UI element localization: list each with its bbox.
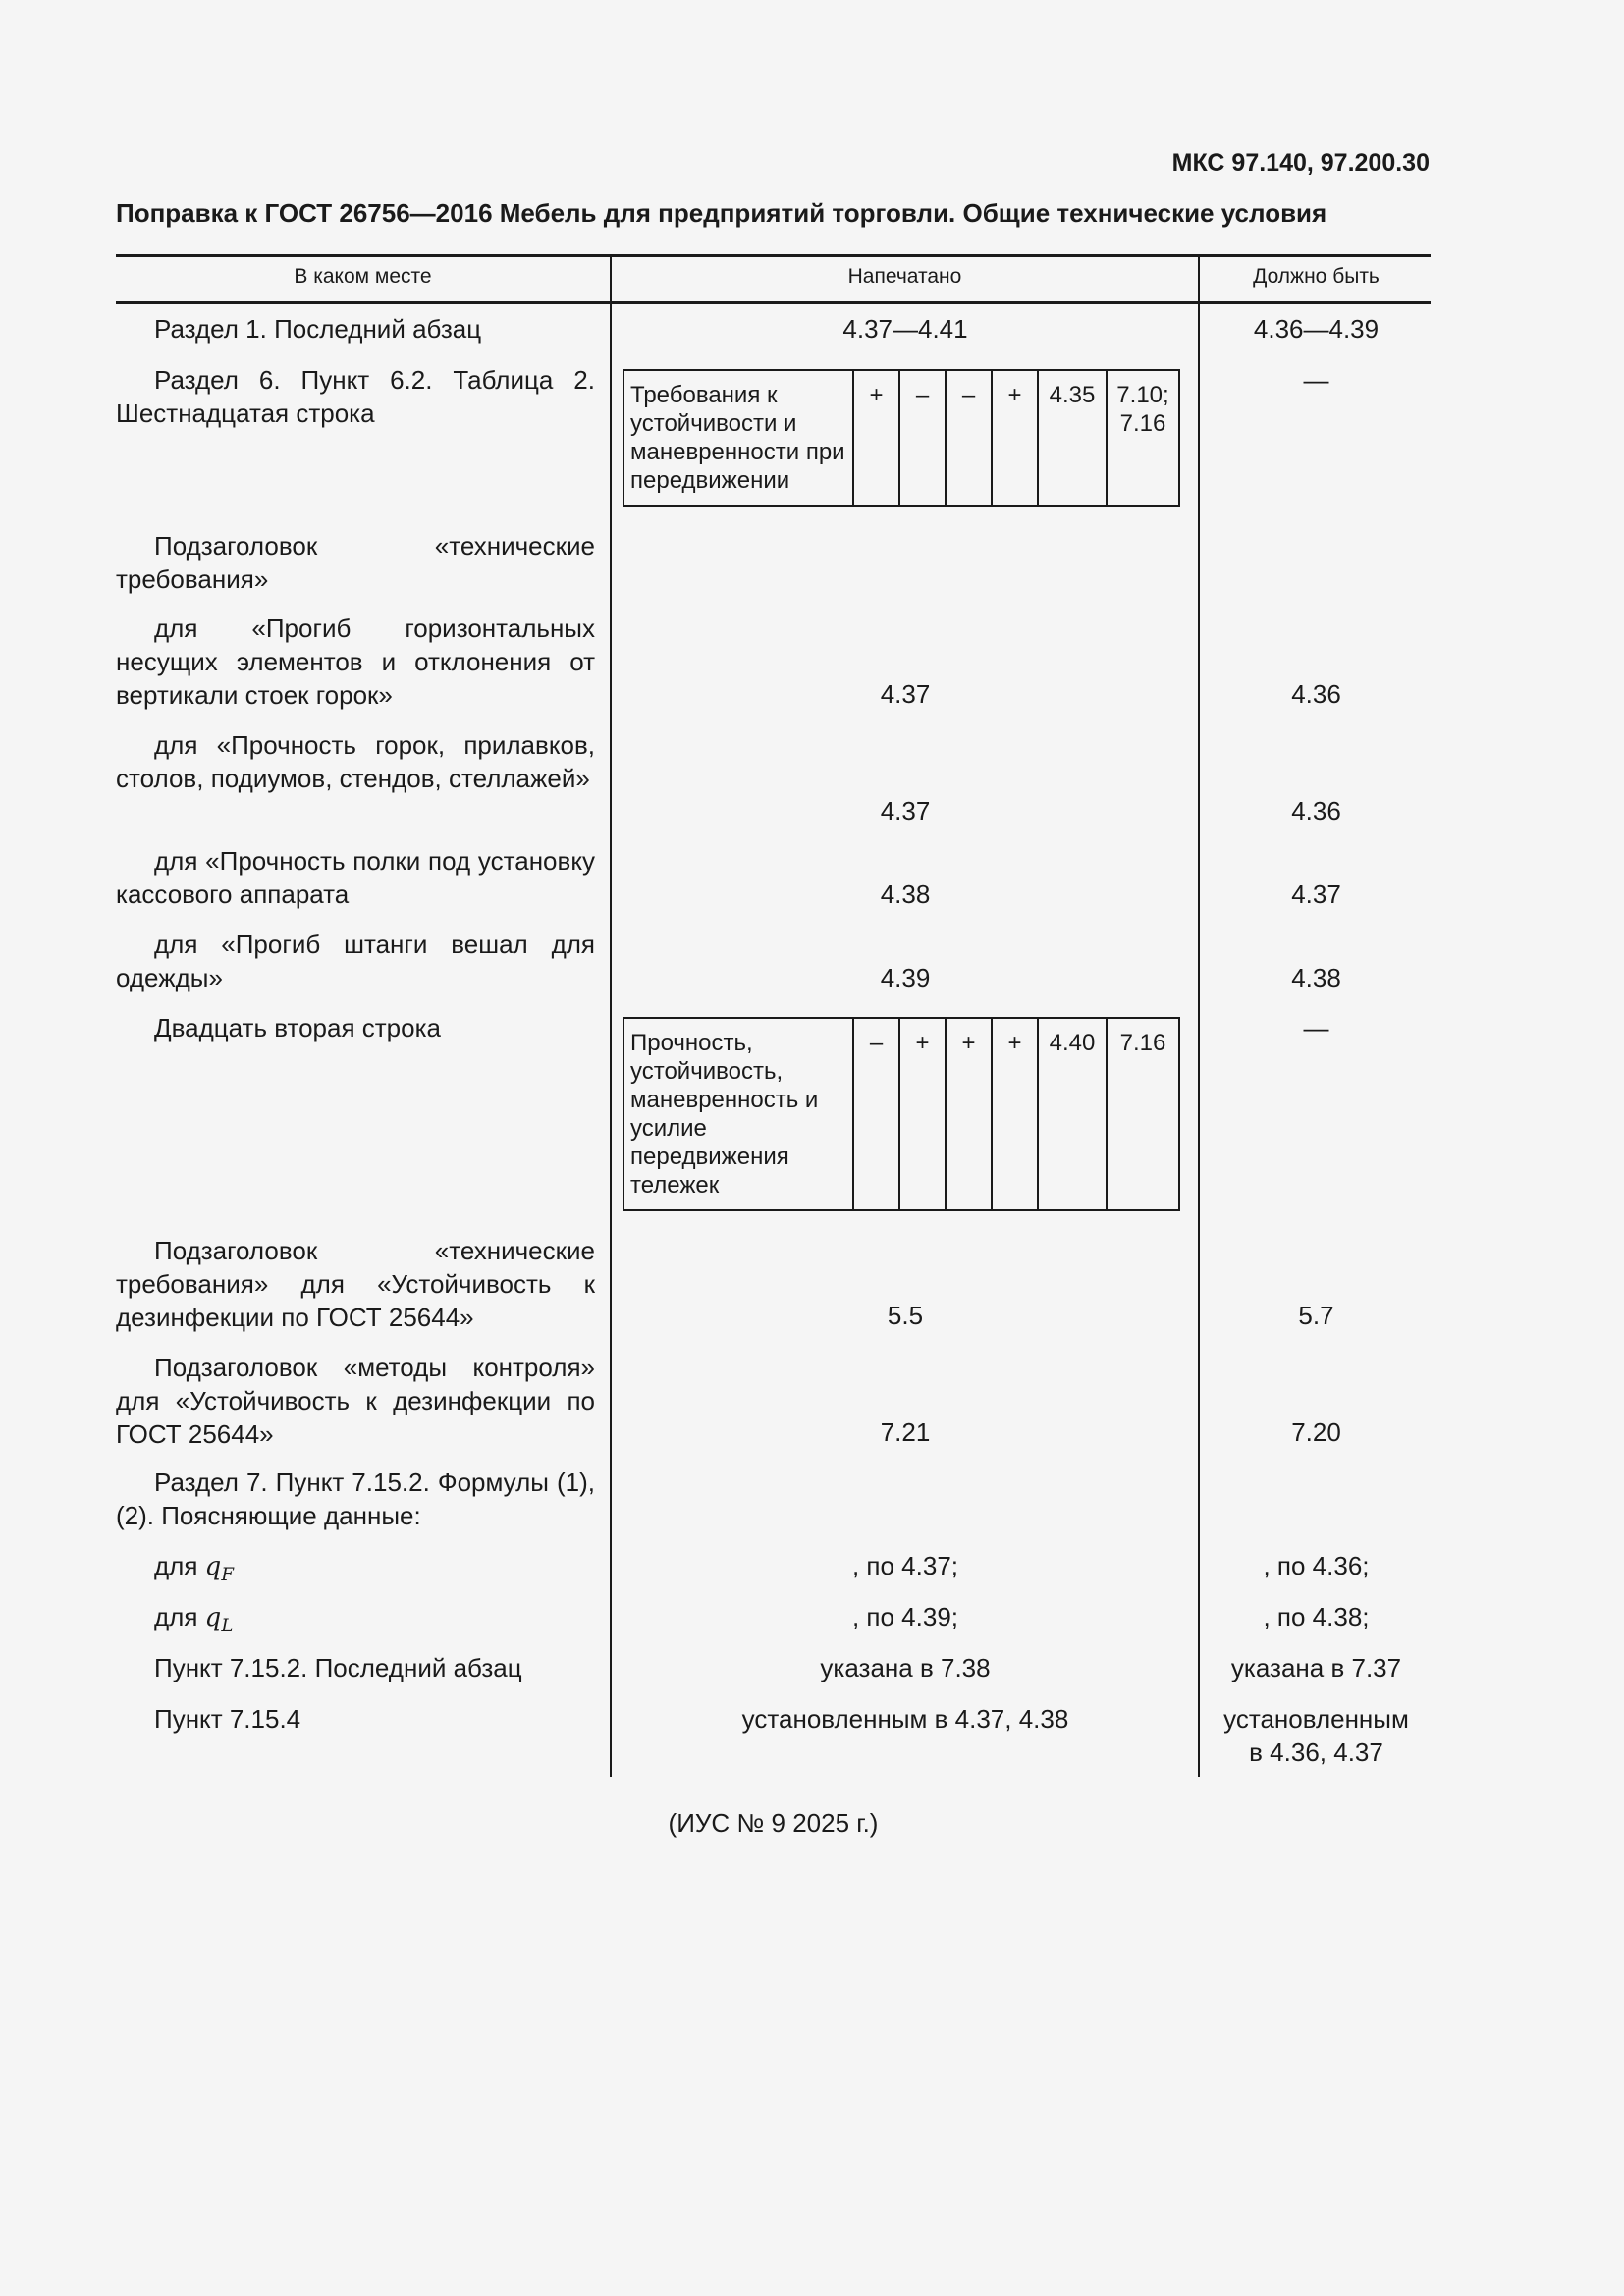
row-printed: , по 4.37;	[851, 1551, 959, 1580]
row-should-be	[1200, 1702, 1433, 1769]
inner-table-row-22	[623, 1017, 1180, 1211]
table-header-rule	[116, 301, 1431, 304]
inner-sign: +	[992, 1018, 1038, 1210]
inner-clause: 4.35	[1038, 370, 1107, 506]
row-where-prefix: для	[154, 1551, 198, 1580]
row-should-be: 4.36	[1291, 796, 1341, 826]
inner-clause: 4.40	[1038, 1018, 1107, 1210]
inner-method: 7.16	[1107, 1018, 1179, 1210]
row-printed: 4.37—4.41	[842, 314, 968, 344]
row-where: для «Прочность полки под установку кассового аппарата	[116, 846, 595, 909]
row-where: для «Прогиб штанги вешал для одежды»	[116, 930, 595, 992]
row-where: Раздел 1. Последний абзац	[154, 314, 482, 344]
row-printed: 5.5	[887, 1301, 924, 1330]
mks-code: МКС 97.140, 97.200.30	[1171, 149, 1430, 177]
row-printed: 4.37	[880, 796, 931, 826]
table-top-rule	[116, 254, 1431, 257]
inner-sign: –	[946, 370, 992, 506]
row-where: Подзаголовок «методы контроля» для «Устойчивость к дезинфекции по ГОСТ 25644»	[116, 1353, 595, 1449]
row-should-be: 4.37	[1291, 880, 1341, 909]
header-printed: Напечатано	[847, 265, 962, 288]
document-title: Поправка к ГОСТ 26756—2016 Мебель для предприятий торговли. Общие технические условия	[116, 198, 1327, 228]
row-should-be: , по 4.38;	[1263, 1602, 1370, 1631]
row-should-be: 4.36	[1291, 679, 1341, 709]
header-where: В каком месте	[294, 265, 432, 288]
row-printed: 4.37	[880, 679, 931, 709]
row-should-be-line: в 4.36, 4.37	[1249, 1737, 1383, 1767]
row-should-be: —	[1303, 1013, 1329, 1042]
inner-sign: +	[992, 370, 1038, 506]
row-should-be: —	[1303, 365, 1329, 395]
footer-ius: (ИУС № 9 2025 г.)	[668, 1808, 879, 1838]
row-where: Двадцать вторая строка	[154, 1013, 441, 1042]
row-where-qf	[116, 1549, 595, 1592]
inner-table-row-16	[623, 369, 1180, 507]
row-where-ql	[116, 1600, 595, 1643]
inner-desc: Прочность, устойчивость, маневренность и усилие передвижения тележек	[623, 1018, 853, 1210]
inner-sign: +	[946, 1018, 992, 1210]
row-should-be: 5.7	[1298, 1301, 1334, 1330]
row-should-be: 4.36—4.39	[1253, 314, 1380, 344]
row-printed: 4.38	[880, 880, 931, 909]
row-where: Пункт 7.15.4	[154, 1704, 301, 1734]
variable-subscript: L	[221, 1616, 234, 1637]
row-printed: указана в 7.38	[820, 1653, 991, 1682]
variable-q: q	[204, 1552, 222, 1581]
inner-sign: +	[853, 370, 899, 506]
inner-method: 7.10; 7.16	[1107, 370, 1179, 506]
inner-sign: +	[899, 1018, 946, 1210]
row-should-be: , по 4.36;	[1263, 1551, 1370, 1580]
row-printed: 4.39	[880, 963, 931, 992]
row-should-be: указана в 7.37	[1230, 1653, 1402, 1682]
row-where: Раздел 6. Пункт 6.2. Таблица 2. Шестнадцатая строка	[116, 365, 595, 428]
row-should-be: 4.38	[1291, 963, 1341, 992]
inner-desc: Требования к устойчивости и маневренности при передвижении	[623, 370, 853, 506]
row-where: Подзаголовок «технические требования» для «Устойчивость к дезинфекции по ГОСТ 25644»	[116, 1236, 595, 1332]
row-printed: 7.21	[880, 1417, 931, 1447]
row-where: для «Прочность горок, прилавков, столов, подиумов, стендов, стеллажей»	[116, 730, 595, 793]
row-where: для «Прогиб горизонтальных несущих элементов и отклонения от вертикали стоек горок»	[116, 614, 595, 710]
header-should-be: Должно быть	[1253, 265, 1380, 288]
row-should-be-line: установленным	[1223, 1704, 1409, 1734]
inner-sign: –	[899, 370, 946, 506]
inner-sign: –	[853, 1018, 899, 1210]
row-where: Подзаголовок «технические требования»	[116, 531, 595, 594]
row-printed: , по 4.39;	[851, 1602, 959, 1631]
variable-q: q	[204, 1603, 222, 1632]
row-where-prefix: для	[154, 1602, 198, 1631]
row-should-be: 7.20	[1291, 1417, 1341, 1447]
row-printed: установленным в 4.37, 4.38	[741, 1704, 1069, 1734]
row-where: Раздел 7. Пункт 7.15.2. Формулы (1), (2). Поясняющие данные:	[116, 1468, 595, 1530]
row-where: Пункт 7.15.2. Последний абзац	[154, 1653, 522, 1682]
variable-subscript: F	[221, 1565, 234, 1586]
